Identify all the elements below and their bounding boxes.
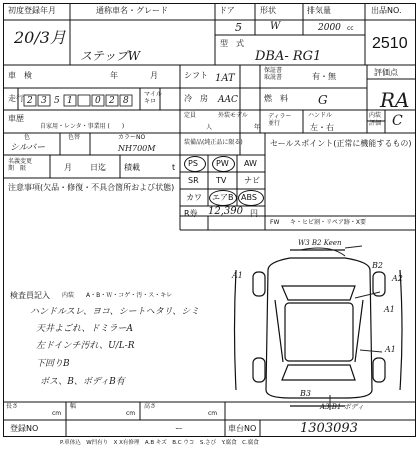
capacity-unit: 人 <box>206 124 213 131</box>
ext-model-year-unit: 年 <box>254 124 261 131</box>
shape-value: W <box>270 21 281 32</box>
ext-model-label: 外装モデル <box>218 112 248 119</box>
cc-unit: cc <box>347 25 354 32</box>
shaken-year-unit: 年 <box>110 71 118 80</box>
rating-value: RA <box>380 88 410 112</box>
diagram-mark: W3 B2 Keen <box>298 239 342 247</box>
warranty-label: 保証書 取説書 <box>264 67 283 81</box>
model-name-label: 通称車名・グレード <box>96 6 168 15</box>
shift-label: シフト <box>184 71 208 80</box>
mileage-digit: 3 <box>41 96 47 106</box>
notes-label: 注意事項(欠品・修復・不具合箇所および状態) <box>8 183 175 192</box>
name-change-label: 名義変更 期 限 <box>8 158 33 173</box>
color-label: 色 <box>24 134 31 141</box>
sales-point-label: セールスポイント(正常に機能するもの) <box>270 139 412 148</box>
width-unit: cm <box>126 410 136 417</box>
history-options: 自家用・レンタ・事業用 ( ) <box>40 123 125 130</box>
inspector-note: ハンドルスレ、ヨコ、シートヘタリ、シミ <box>30 307 200 317</box>
width-label: 幅 <box>70 403 77 410</box>
capacity-label: 定員 <box>184 112 197 119</box>
ton-unit: t <box>172 163 176 172</box>
inspector-note: 左ドインチ汚れ、U/L-R <box>36 341 135 351</box>
dealer-label: ディラー 並行 <box>268 113 292 128</box>
diagram-mark: A2 <box>392 274 403 283</box>
shift-value: 1AT <box>215 73 235 84</box>
legend-text: P.車体込 W凹有り X X有修理 A.B キズ B.C ウコ S.さび Y.腐食 C.腐食 <box>60 440 259 446</box>
equip-ps: PS <box>188 159 198 168</box>
diagram-mark: A1 <box>385 345 396 354</box>
fw-legend: キ・ヒビ割・リペア跡・X要 <box>290 219 366 226</box>
month-unit: 月 <box>64 163 72 172</box>
chassis-label: 車台NO <box>228 424 257 433</box>
mileage-label: 走行 <box>8 94 24 103</box>
displacement-label: 排気量 <box>307 6 331 15</box>
equip-airbag: エアB <box>212 193 234 202</box>
diagram-mark: A1 <box>384 305 395 314</box>
aircon-label: 冷 房 <box>184 94 208 103</box>
diagram-mark: A1 <box>232 271 243 280</box>
equip-abs: ABS <box>241 193 257 202</box>
equip-pw: PW <box>216 159 229 168</box>
fuel-value: G <box>318 93 328 107</box>
type-value: DBA- RG1 <box>255 49 322 64</box>
equip-navi: ナビ <box>244 176 260 185</box>
model-name-value: ステップW <box>80 49 141 63</box>
recycle-unit: 円 <box>250 209 258 218</box>
interior-label: 内装 評価 <box>369 112 382 127</box>
displacement-value: 2000 <box>318 23 341 33</box>
color-value: シルバー <box>10 143 46 153</box>
shaken-month-unit: 月 <box>150 71 158 80</box>
shaken-label: 車 検 <box>8 71 32 80</box>
color-no-label: カラーNO <box>118 134 146 141</box>
recycle-label: R券 <box>184 209 198 218</box>
fuel-label: 燃 料 <box>264 94 288 103</box>
shape-label: 形状 <box>260 6 276 15</box>
handle-label: ハンドル <box>308 112 333 119</box>
inspector-category: 内装 <box>62 292 75 299</box>
reg-no-dash: ー <box>175 424 183 433</box>
load-label: 積載 <box>124 163 140 172</box>
circle-mark <box>209 190 237 206</box>
door-label: ドア <box>219 6 235 15</box>
height-label: 高さ <box>144 403 157 410</box>
history-label: 車歴 <box>8 114 24 123</box>
type-label: 型 式 <box>220 39 244 48</box>
mileage-digit: 2 <box>109 96 115 106</box>
recycle-value: 12,390 <box>208 206 243 217</box>
color-change-label: 色替 <box>68 134 81 141</box>
color-no-value: NH700M <box>118 144 156 153</box>
inspector-note: 下回りB <box>36 359 70 369</box>
handle-options: 左・右 <box>310 123 334 132</box>
interior-value: C <box>392 113 403 129</box>
reg-no-label: 登録NO <box>10 424 39 433</box>
length-label: 長さ <box>6 403 19 410</box>
lot-label: 出品NO. <box>371 6 402 15</box>
equip-sr: SR <box>188 176 199 185</box>
equip-aw: AW <box>244 159 257 168</box>
inspector-note: 天井よごれ、ドミラーA <box>36 324 134 334</box>
mile-km-unit: マイル キロ <box>144 91 162 106</box>
circle-mark <box>184 156 206 172</box>
mileage-digit: 1 <box>67 96 73 106</box>
warranty-options: 有・無 <box>312 72 336 81</box>
circle-mark <box>212 156 235 172</box>
inspector-codes: A・B・Ｗ・コゲ・汚・ス・キレ <box>86 292 173 299</box>
diagram-mark: B3 <box>300 389 311 398</box>
diagram-mark: A3 B1 ボディ <box>320 403 364 411</box>
mileage-digit: 0 <box>95 96 101 106</box>
mileage-digit: 5 <box>54 96 60 106</box>
mileage-digit: 8 <box>123 96 129 106</box>
chassis-value: 1303093 <box>300 421 358 436</box>
mileage-digit: 2 <box>27 96 33 106</box>
height-unit: cm <box>208 410 218 417</box>
length-unit: cm <box>52 410 62 417</box>
lot-number: 2510 <box>372 35 408 52</box>
equipment-note: 装備品(純正品に限る) <box>184 139 243 146</box>
fw-label: FW <box>270 219 280 226</box>
rating-label: 評価点 <box>374 68 398 77</box>
diagram-mark: B2 <box>372 261 383 270</box>
day-unit: 日迄 <box>90 163 106 172</box>
inspector-label: 検査員記入 <box>10 291 50 300</box>
circle-mark <box>238 190 264 206</box>
inspector-note: ボス、B、ボディB有 <box>40 377 125 387</box>
first-registration-value: 20/3月 <box>14 28 66 47</box>
equip-tv: TV <box>216 176 227 185</box>
aircon-value: AAC <box>218 95 238 105</box>
first-registration-label: 初度登録年月 <box>8 6 56 15</box>
car-diagram <box>235 250 403 406</box>
equip-leather: カワ <box>186 193 202 202</box>
door-value: 5 <box>235 21 242 34</box>
